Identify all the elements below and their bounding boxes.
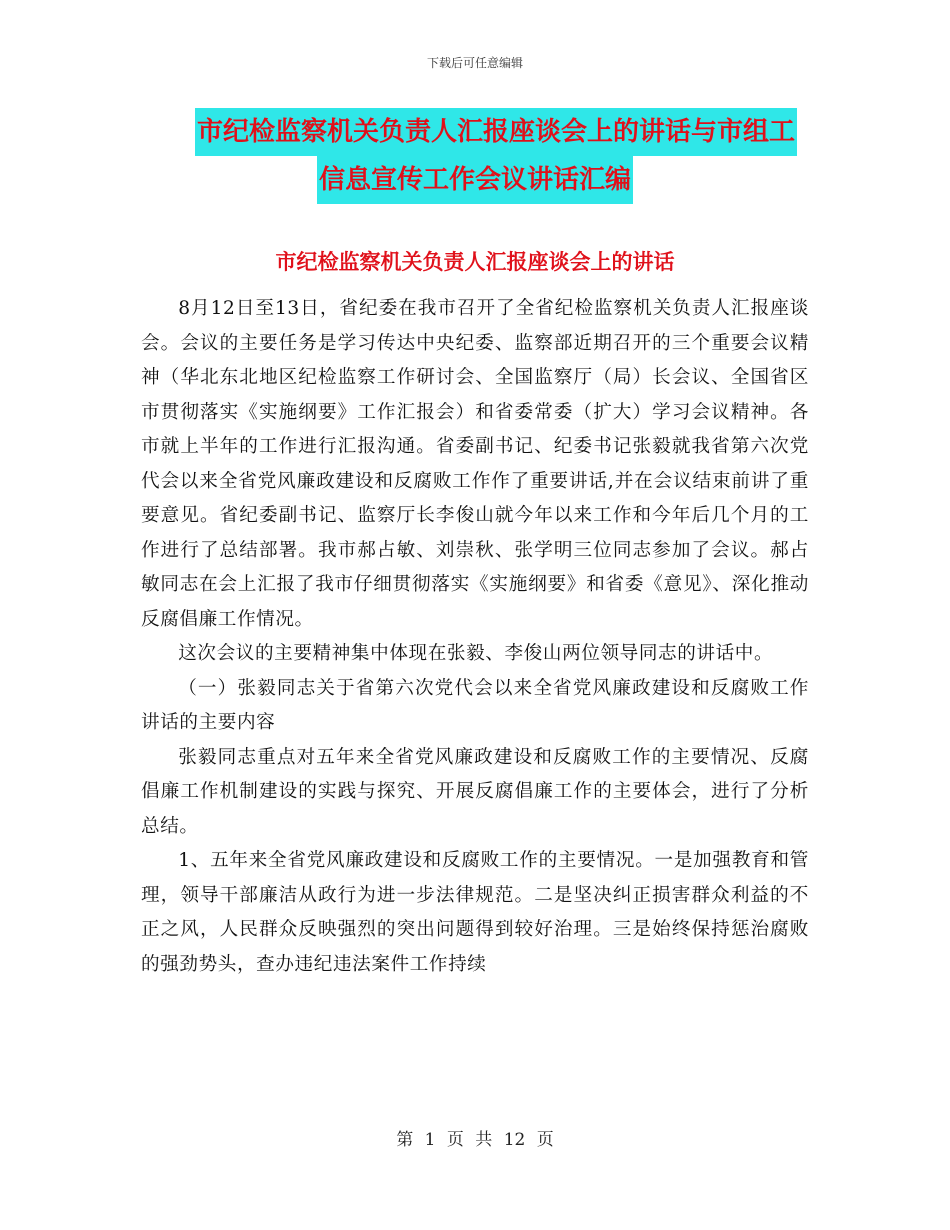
paragraph: （一）张毅同志关于省第六次党代会以来全省党风廉政建设和反腐败工作讲话的主要内容 [141, 677, 809, 733]
document-title [195, 108, 815, 204]
header-note: 下载后可任意编辑 [426, 56, 523, 70]
title-line-1: 市纪检监察机关负责人汇报座谈会上的讲话与市组工 [195, 108, 797, 156]
paragraph: 8月12日至13日，省纪委在我市召开了全省纪检监察机关负责人汇报座谈会。会议的主要任务是学习传达中央纪委、监察部近期召开的三个重要会议精神（华北东北地区纪检监察工作研讨会、全国监察厅（局）长会议、全国省区市贯彻落实《实施纲要》工作汇报会）和省委常委（扩大）学习会议精神。各市就上半年的工作进行汇报沟通。省委副书记、纪委书记张毅就我省第六次党代会以来全省党风廉政建设和反腐败工作作了重要讲话,并在会议结束前讲了重要意见。省纪委副书记、监察厅长李俊山就今年以来工作和今年后几个月的工作进行了总结部署。我市郝占敏、刘崇秋、张学明三位同志参加了会议。郝占敏同志在会上汇报了我市仔细贯彻落实《实施纲要》和省委《意见》、深化推动反腐倡廉工作情况。 [141, 298, 809, 630]
paragraph: 这次会议的主要精神集中体现在张毅、李俊山两位领导同志的讲话中。 [178, 643, 774, 664]
paragraph: 张毅同志重点对五年来全省党风廉政建设和反腐败工作的主要情况、反腐倡廉工作机制建设的实践与探究、开展反腐倡廉工作的主要体会，进行了分析总结。 [141, 746, 809, 837]
body-text [141, 292, 809, 982]
paragraph: 1、五年来全省党风廉政建设和反腐败工作的主要情况。一是加强教育和管理，领导干部廉洁从政行为进一步法律规范。二是坚决纠正损害群众利益的不正之风，人民群众反映强烈的突出问题得到较好治理。三是始终保持惩治腐败的强劲势头，查办违纪违法案件工作持续 [141, 850, 809, 975]
page-footer: 第 1 页 共 12 页 [396, 1130, 554, 1150]
title-line-2: 信息宣传工作会议讲话汇编 [317, 156, 633, 204]
section-title: 市纪检监察机关负责人汇报座谈会上的讲话 [275, 250, 675, 274]
